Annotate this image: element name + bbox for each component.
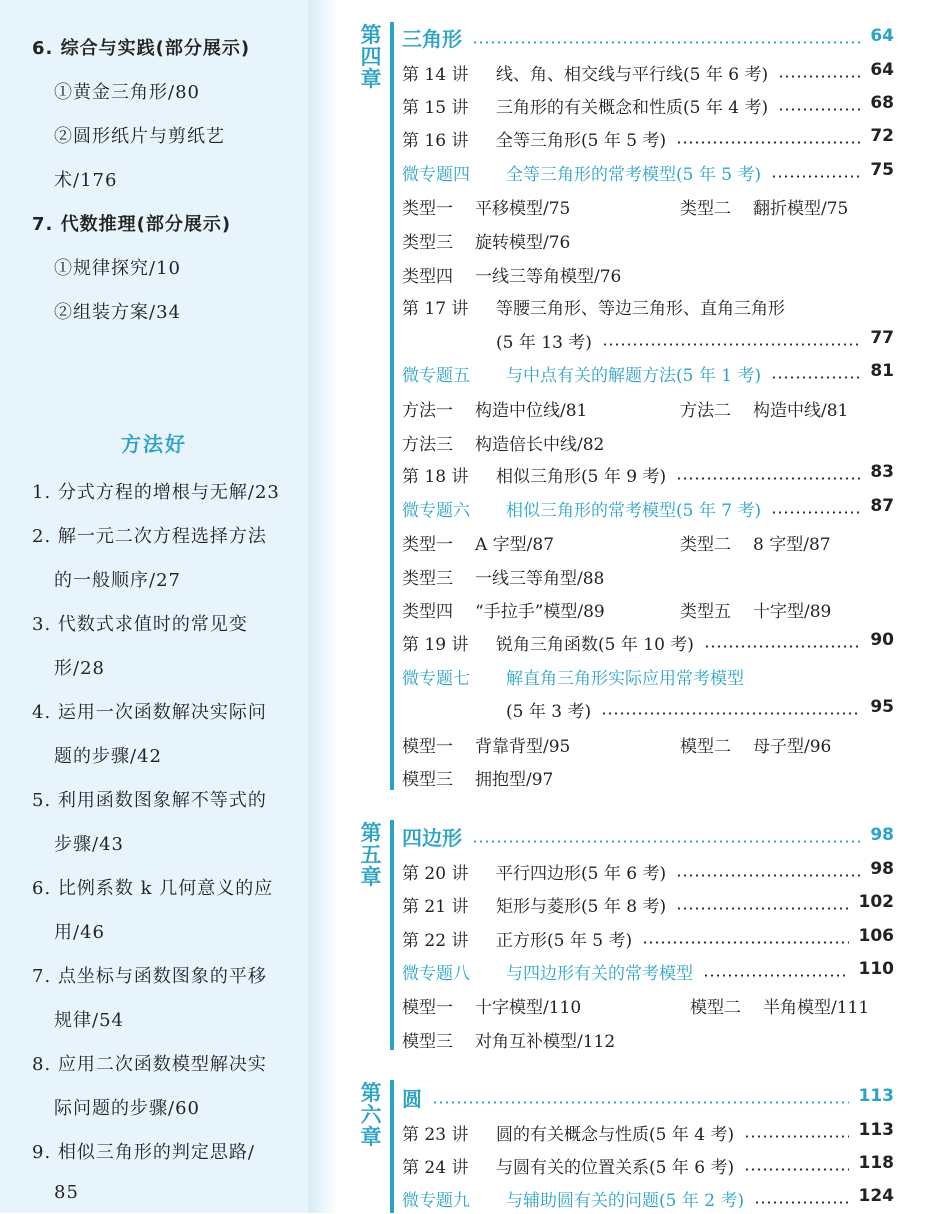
list-item: 85 xyxy=(54,1182,79,1203)
sub-item[interactable] xyxy=(402,1027,615,1052)
chapter-bar xyxy=(390,1080,394,1213)
page-number: 124 xyxy=(858,1186,894,1206)
sub-item-label: 模型二 xyxy=(690,998,741,1018)
toc-entry[interactable] xyxy=(402,664,894,692)
sub-item-row[interactable] xyxy=(402,396,894,424)
sub-item-label: 模型一 xyxy=(402,998,453,1018)
toc-entry[interactable] xyxy=(402,60,894,88)
sub-item[interactable] xyxy=(690,993,869,1018)
page-number: 68 xyxy=(870,93,894,113)
dot-leader xyxy=(778,108,860,111)
list-item: 际问题的步骤/60 xyxy=(54,1098,200,1119)
chapter-label: 第 六 章 xyxy=(360,1081,382,1149)
dot-leader xyxy=(676,874,860,877)
list-item: ②组装方案/34 xyxy=(54,302,181,323)
lecture-label: 第 20 讲 xyxy=(402,864,469,884)
entry-title: 正方形(5 年 5 考) xyxy=(496,931,633,951)
page-number: 102 xyxy=(858,892,894,912)
toc-entry[interactable] xyxy=(402,160,894,188)
sub-item-label: 类型一 xyxy=(402,535,453,555)
toc-entry[interactable] xyxy=(402,1153,894,1181)
dot-leader xyxy=(432,1101,849,1104)
entry-title: 三角形的有关概念和性质(5 年 4 考) xyxy=(496,98,769,118)
entry-title: 相似三角形(5 年 9 考) xyxy=(496,467,667,487)
sub-item[interactable] xyxy=(402,765,553,790)
sub-item-row[interactable] xyxy=(402,530,894,558)
toc-entry[interactable] xyxy=(402,93,894,121)
chapter-bar xyxy=(390,22,394,790)
entry-title: 三角形 xyxy=(402,27,462,51)
entry-title: 线、角、相交线与平行线(5 年 6 考) xyxy=(496,65,769,85)
list-item: 1. 分式方程的增根与无解/23 xyxy=(32,482,280,503)
entry-title: 圆的有关概念与性质(5 年 4 考) xyxy=(496,1125,735,1145)
dot-leader xyxy=(771,511,860,514)
sub-item-text: 十字模型/110 xyxy=(475,998,582,1018)
entry-title: (5 年 13 考) xyxy=(496,333,592,353)
lecture-label: 第 18 讲 xyxy=(402,467,469,487)
sub-item-text: 8 字型/87 xyxy=(753,535,831,555)
dot-leader xyxy=(472,41,860,44)
dot-leader xyxy=(602,343,860,346)
list-item: ①黄金三角形/80 xyxy=(54,82,200,103)
list-item: 的一般顺序/27 xyxy=(54,570,181,591)
toc-entry[interactable] xyxy=(402,859,894,887)
column-divider xyxy=(308,0,338,1213)
dot-leader xyxy=(676,141,860,144)
list-item: 用/46 xyxy=(54,922,105,943)
page-number: 118 xyxy=(858,1153,894,1173)
sub-item-label: 方法二 xyxy=(680,401,731,421)
sub-item-row[interactable] xyxy=(402,564,894,592)
method-section-title: 方法好 xyxy=(121,432,187,456)
sub-item[interactable] xyxy=(680,194,848,219)
list-item: 步骤/43 xyxy=(54,834,124,855)
sub-item-text: 平移模型/75 xyxy=(475,199,571,219)
chapter-title-row[interactable] xyxy=(402,1086,894,1114)
sub-item-text: 构造中线/81 xyxy=(753,401,849,421)
sub-item-text: 背靠背型/95 xyxy=(475,737,571,757)
entry-title: 解直角三角形实际应用常考模型 xyxy=(506,669,744,689)
sub-item-label: 类型三 xyxy=(402,233,453,253)
chapter-label: 第 五 章 xyxy=(360,821,382,889)
sub-item-label: 类型五 xyxy=(680,602,731,622)
sub-item-text: 半角模型/111 xyxy=(763,998,870,1018)
list-item: 8. 应用二次函数模型解决实 xyxy=(32,1054,267,1075)
sub-item-text: 翻折模型/75 xyxy=(753,199,849,219)
toc-entry[interactable] xyxy=(402,496,894,524)
dot-leader xyxy=(704,645,860,648)
chapter-title-row[interactable] xyxy=(402,26,894,54)
sub-item[interactable] xyxy=(402,430,604,455)
dot-leader xyxy=(601,712,860,715)
dot-leader xyxy=(754,1201,848,1204)
list-item: ②圆形纸片与剪纸艺 xyxy=(54,126,225,147)
dot-leader xyxy=(676,477,860,480)
sub-item[interactable] xyxy=(402,564,604,589)
dot-leader xyxy=(472,840,860,843)
page-number: 106 xyxy=(858,926,894,946)
page-number: 98 xyxy=(870,825,894,845)
page-number: 90 xyxy=(870,630,894,650)
lecture-label: 第 14 讲 xyxy=(402,65,469,85)
list-item: 术/176 xyxy=(54,170,118,191)
sub-item-text: 拥抱型/97 xyxy=(475,770,554,790)
sub-item-label: 类型二 xyxy=(680,199,731,219)
sub-item-text: 母子型/96 xyxy=(753,737,832,757)
sub-item[interactable] xyxy=(402,597,605,622)
special-topic-label: 微专题九 xyxy=(402,1191,470,1211)
chapter-title-row[interactable] xyxy=(402,825,894,853)
section-heading: 7. 代数推理(部分展示) xyxy=(32,214,232,235)
dot-leader xyxy=(771,175,860,178)
list-item: 题的步骤/42 xyxy=(54,746,162,767)
page-number: 64 xyxy=(870,60,894,80)
entry-title: 与圆有关的位置关系(5 年 6 考) xyxy=(496,1158,735,1178)
chapter-bar xyxy=(390,820,394,1050)
special-topic-label: 微专题八 xyxy=(402,964,470,984)
lecture-label: 第 22 讲 xyxy=(402,931,469,951)
sub-item-label: 类型二 xyxy=(680,535,731,555)
entry-title: 等腰三角形、等边三角形、直角三角形 xyxy=(496,299,785,319)
page-number: 113 xyxy=(858,1086,894,1106)
sub-item-row[interactable] xyxy=(402,1027,894,1055)
page-number: 77 xyxy=(870,328,894,348)
entry-title: 全等三角形的常考模型(5 年 5 考) xyxy=(506,165,762,185)
entry-title: 与中点有关的解题方法(5 年 1 考) xyxy=(506,366,762,386)
toc-entry[interactable] xyxy=(402,959,894,987)
list-item: 9. 相似三角形的判定思路/ xyxy=(32,1142,255,1163)
list-item: ①规律探究/10 xyxy=(54,258,181,279)
sub-item[interactable] xyxy=(402,194,570,219)
sub-item-text: 一线三等角模型/76 xyxy=(475,267,622,287)
entry-title: (5 年 3 考) xyxy=(506,702,592,722)
entry-title: 与辅助圆有关的问题(5 年 2 考) xyxy=(506,1191,745,1211)
page-number: 64 xyxy=(870,26,894,46)
dot-leader xyxy=(778,75,860,78)
left-sidebar xyxy=(0,0,308,1213)
sub-item[interactable] xyxy=(402,228,570,253)
toc-entry[interactable] xyxy=(402,361,894,389)
special-topic-label: 微专题四 xyxy=(402,165,470,185)
sub-item[interactable] xyxy=(402,530,554,555)
page-number: 95 xyxy=(870,697,894,717)
sub-item-text: 构造倍长中线/82 xyxy=(475,435,605,455)
entry-title: 圆 xyxy=(402,1087,422,1111)
sub-item-row[interactable] xyxy=(402,194,894,222)
entry-title: 锐角三角函数(5 年 10 考) xyxy=(496,635,694,655)
special-topic-label: 微专题七 xyxy=(402,669,470,689)
toc-entry[interactable] xyxy=(402,294,894,322)
sub-item-label: 模型二 xyxy=(680,737,731,757)
sub-item-text: A 字型/87 xyxy=(475,535,555,555)
special-topic-label: 微专题五 xyxy=(402,366,470,386)
sub-item[interactable] xyxy=(402,262,621,287)
lecture-label: 第 21 讲 xyxy=(402,897,469,917)
sub-item[interactable] xyxy=(680,732,831,757)
dot-leader xyxy=(703,974,849,977)
toc-entry[interactable] xyxy=(402,126,894,154)
sub-item[interactable] xyxy=(402,396,587,421)
sub-item-label: 模型三 xyxy=(402,1032,453,1052)
page-number: 72 xyxy=(870,126,894,146)
sub-item[interactable] xyxy=(402,732,570,757)
lecture-label: 第 16 讲 xyxy=(402,131,469,151)
toc-entry[interactable] xyxy=(402,926,894,954)
page-number: 113 xyxy=(858,1120,894,1140)
sub-item[interactable] xyxy=(680,597,831,622)
toc-entry[interactable] xyxy=(402,697,894,725)
page-number: 110 xyxy=(858,959,894,979)
sub-item[interactable] xyxy=(402,993,581,1018)
sub-item-label: 类型四 xyxy=(402,602,453,622)
page-number: 98 xyxy=(870,859,894,879)
sub-item[interactable] xyxy=(680,530,831,555)
sub-item[interactable] xyxy=(680,396,848,421)
sub-item-label: 类型一 xyxy=(402,199,453,219)
section-heading: 6. 综合与实践(部分展示) xyxy=(32,38,251,59)
sub-item-text: 旋转模型/76 xyxy=(475,233,571,253)
list-item: 6. 比例系数 k 几何意义的应 xyxy=(32,878,274,899)
entry-title: 平行四边形(5 年 6 考) xyxy=(496,864,667,884)
page-number: 81 xyxy=(870,361,894,381)
lecture-label: 第 15 讲 xyxy=(402,98,469,118)
entry-title: 与四边形有关的常考模型 xyxy=(506,964,693,984)
sub-item-text: 一线三等角型/88 xyxy=(475,569,605,589)
sub-item-text: “手拉手”模型/89 xyxy=(475,602,605,622)
toc-entry[interactable] xyxy=(402,630,894,658)
sub-item-row[interactable] xyxy=(402,228,894,256)
lecture-label: 第 23 讲 xyxy=(402,1125,469,1145)
sub-item-row[interactable] xyxy=(402,262,894,290)
sub-item-row[interactable] xyxy=(402,993,894,1021)
page-number: 83 xyxy=(870,462,894,482)
list-item: 3. 代数式求值时的常见变 xyxy=(32,614,248,635)
list-item: 5. 利用函数图象解不等式的 xyxy=(32,790,267,811)
toc-entry[interactable] xyxy=(402,462,894,490)
toc-entry[interactable] xyxy=(402,328,894,356)
dot-leader xyxy=(744,1168,848,1171)
sub-item-row[interactable] xyxy=(402,597,894,625)
sub-item-label: 类型三 xyxy=(402,569,453,589)
toc-entry[interactable] xyxy=(402,1120,894,1148)
sub-item-label: 方法三 xyxy=(402,435,453,455)
list-item: 4. 运用一次函数解决实际问 xyxy=(32,702,267,723)
sub-item-label: 模型一 xyxy=(402,737,453,757)
sub-item-label: 模型三 xyxy=(402,770,453,790)
entry-title: 矩形与菱形(5 年 8 考) xyxy=(496,897,667,917)
sub-item-label: 类型四 xyxy=(402,267,453,287)
special-topic-label: 微专题六 xyxy=(402,501,470,521)
lecture-label: 第 24 讲 xyxy=(402,1158,469,1178)
dot-leader xyxy=(771,376,860,379)
lecture-label: 第 19 讲 xyxy=(402,635,469,655)
sub-item-row[interactable] xyxy=(402,430,894,458)
sub-item-label: 方法一 xyxy=(402,401,453,421)
entry-title: 四边形 xyxy=(402,826,462,850)
list-item: 7. 点坐标与函数图象的平移 xyxy=(32,966,267,987)
toc-entry[interactable] xyxy=(402,892,894,920)
sub-item-text: 十字型/89 xyxy=(753,602,832,622)
entry-title: 全等三角形(5 年 5 考) xyxy=(496,131,667,151)
lecture-label: 第 17 讲 xyxy=(402,299,469,319)
toc-entry[interactable] xyxy=(402,1186,894,1214)
page-number: 87 xyxy=(870,496,894,516)
dot-leader xyxy=(642,941,848,944)
list-item: 规律/54 xyxy=(54,1010,124,1031)
chapter-label: 第 四 章 xyxy=(360,23,382,91)
sub-item-text: 构造中位线/81 xyxy=(475,401,588,421)
list-item: 2. 解一元二次方程选择方法 xyxy=(32,526,267,547)
dot-leader xyxy=(676,907,848,910)
list-item: 形/28 xyxy=(54,658,105,679)
sub-item-text: 对角互补模型/112 xyxy=(475,1032,616,1052)
sub-item-row[interactable] xyxy=(402,765,894,793)
dot-leader xyxy=(744,1135,848,1138)
page-number: 75 xyxy=(870,160,894,180)
entry-title: 相似三角形的常考模型(5 年 7 考) xyxy=(506,501,762,521)
sub-item-row[interactable] xyxy=(402,732,894,760)
